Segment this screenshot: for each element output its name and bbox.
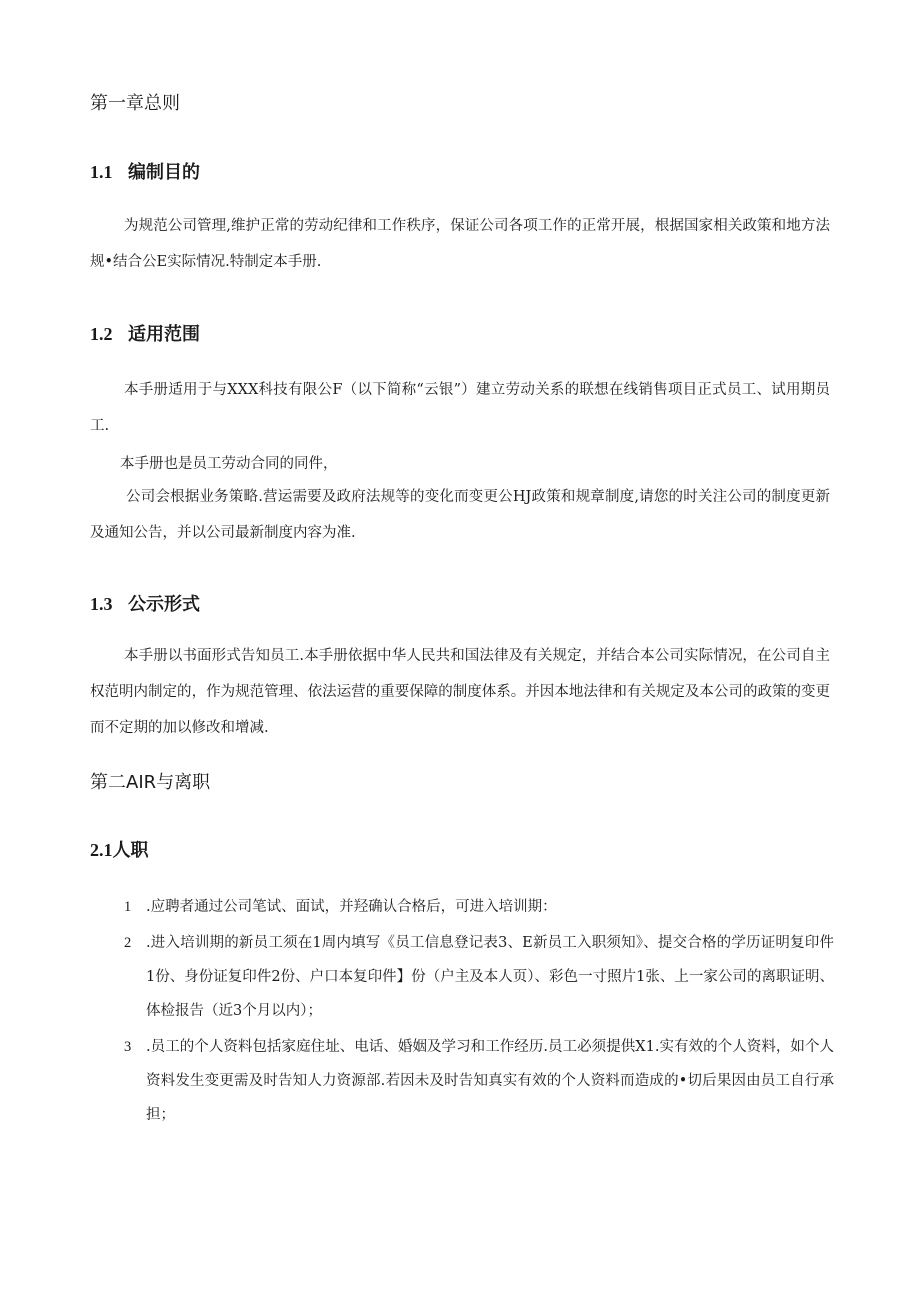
paragraph: 本手册也是员工劳动合同的同件， [120,456,338,472]
paragraph: 本手册适用于与XXX科技有限公F（以下简称“云银”）建立劳动关系的联想在线销售项目正式员工、试用期员工. [90,382,830,434]
list-item-text: .员工的个人资料包括家庭住址、电话、婚姻及学习和工作经历.员工必须提供X1.实有效的个人资料，如个人资料发生变更需及时告知人力资源部.若因未及时告知真实有效的个人资料而造成的•切后果因由员工自行承担； [146,1039,834,1123]
list-marker: 1 [124,899,132,915]
paragraph: 公司会根据业务策略.营运需要及政府法规等的变化而变更公HJ政策和规章制度,请您的时关注公司的制度更新及通知公告，并以公司最新制度内容为准. [90,489,830,541]
chapter-1-title: 第一章总则 [90,93,180,114]
list-item [124,926,834,1028]
section-title: 适用范围 [128,324,200,345]
chapter-2-title: 第二AIR与离职 [90,772,211,793]
paragraph: 为规范公司管理,维护正常的劳动纪律和工作秩序，保证公司各项工作的正常开展，根据国家相关政策和地方法规•结合公E实际情况.特制定本手册. [90,218,830,270]
list-item [124,1030,834,1132]
onboarding-list [124,890,834,1134]
section-number: 2.1 [90,840,113,860]
list-marker: 2 [124,935,132,951]
section-title: 人职 [112,840,149,861]
paragraph: 本手册以书面形式告知员工.本手册依据中华人民共和国法律及有关规定，并结合本公司实际情况，在公司自主权范明内制定的，作为规范管理、依法运营的重要保障的制度体系。并因本地法律和有关规定及本公司的政策的变更而不定期的加以修改和增减. [90,648,830,736]
list-item-text: .进入培训期的新员工须在1周内填写《员工信息登记表3、E新员工入职须知》、提交合格的学历证明复印件1份、身份证复印件2份、户口本复印件】份（户主及本人页）、彩色一寸照片1张、上一家公司的离职证明、体检报告（近3个月以内）； [146,935,834,1019]
section-title: 公示形式 [128,594,200,615]
section-2-1-heading [90,836,149,862]
list-item-text: .应聘者通过公司笔试、面试，并羟确认合格后，可进入培训期： [146,899,557,915]
section-1-1-heading [90,158,200,184]
section-number: 1.1 [90,162,113,182]
section-1-3-heading [90,590,200,616]
section-number: 1.3 [90,594,113,614]
section-number: 1.2 [90,324,113,344]
list-marker: 3 [124,1039,132,1055]
list-item [124,890,834,924]
section-1-2-heading [90,320,200,346]
section-title: 编制目的 [128,162,200,183]
